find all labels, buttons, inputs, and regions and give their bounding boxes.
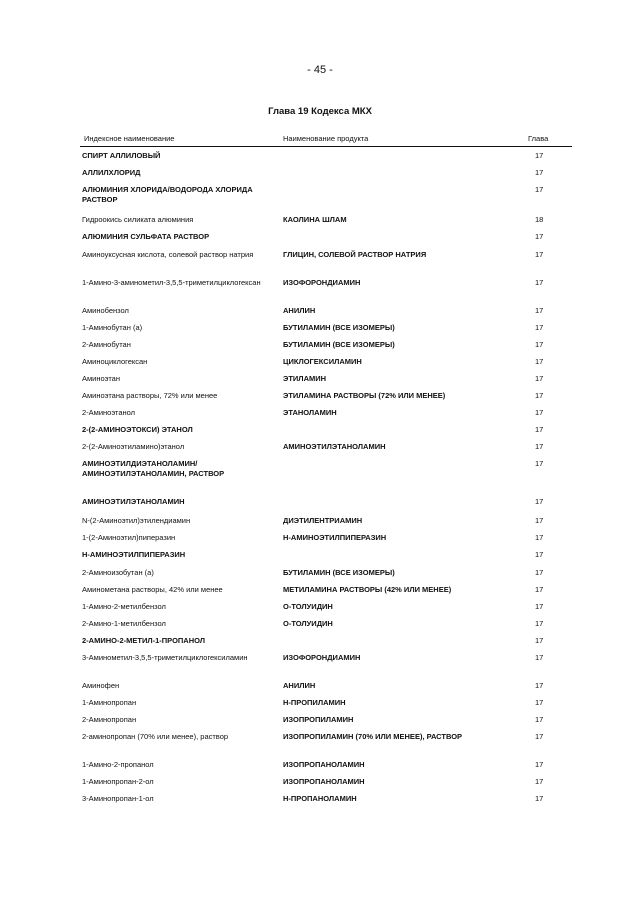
chapter-cell: 17 xyxy=(535,516,544,525)
chapter-cell: 17 xyxy=(535,602,544,611)
index-name-cell: 1-Амино-3-аминометил-3,5,5-триметилциклогексан xyxy=(82,278,261,287)
product-name-cell: БУТИЛАМИН (ВСЕ ИЗОМЕРЫ) xyxy=(283,340,395,349)
index-name-cell: АЛЮМИНИЯ СУЛЬФАТА РАСТВОР xyxy=(82,232,210,241)
index-name-cell: АЛЮМИНИЯ ХЛОРИДА/ВОДОРОДА ХЛОРИДА РАСТВОР xyxy=(82,185,253,204)
index-name-cell: 3-Аминометил-3,5,5-триметилциклогексиламин xyxy=(82,653,248,662)
index-name-cell: Аминобензол xyxy=(82,306,129,315)
product-name-cell: МЕТИЛАМИНА РАСТВОРЫ (42% ИЛИ МЕНЕЕ) xyxy=(283,585,452,594)
index-name-cell: 1-Аминопропан xyxy=(82,698,137,707)
index-name-cell: 2-(2-Аминоэтиламино)этанол xyxy=(82,442,185,451)
index-name-cell: Аминофен xyxy=(82,681,120,690)
chapter-cell: 17 xyxy=(535,497,544,506)
column-header-index-name: Индексное наименование xyxy=(84,134,175,143)
product-name-cell: ЭТАНОЛАМИН xyxy=(283,408,337,417)
index-name-cell: АМИНОЭТИЛЭТАНОЛАМИН xyxy=(82,497,185,506)
chapter-cell: 17 xyxy=(535,232,544,241)
product-name-cell: ДИЭТИЛЕНТРИАМИН xyxy=(283,516,363,525)
chapter-cell: 17 xyxy=(535,185,544,194)
product-name-cell: Н-ПРОПАНОЛАМИН xyxy=(283,794,357,803)
index-name-cell: 2-Аминобутан xyxy=(82,340,131,349)
column-header-product-name: Наименование продукта xyxy=(283,134,369,143)
index-name-cell: АМИНОЭТИЛДИЭТАНОЛАМИН/ АМИНОЭТИЛЭТАНОЛАМИН, РАСТВОР xyxy=(82,459,225,478)
product-name-cell: ИЗОПРОПИЛАМИН xyxy=(283,715,354,724)
chapter-cell: 17 xyxy=(535,653,544,662)
chapter-cell: 18 xyxy=(535,215,544,224)
chapter-cell: 17 xyxy=(535,151,544,160)
chapter-cell: 17 xyxy=(535,278,544,287)
index-name-cell: 1-Амино-2-метилбензол xyxy=(82,602,166,611)
chapter-cell: 17 xyxy=(535,794,544,803)
product-name-cell: О-ТОЛУИДИН xyxy=(283,602,333,611)
product-name-cell: КАОЛИНА ШЛАМ xyxy=(283,215,347,224)
index-name-cell: 1-Аминопропан-2-ол xyxy=(82,777,154,786)
product-name-cell: ИЗОПРОПИЛАМИН (70% ИЛИ МЕНЕЕ), РАСТВОР xyxy=(283,732,463,741)
page-number: - 45 - xyxy=(307,64,333,76)
product-name-cell: ИЗОФОРОНДИАМИН xyxy=(283,278,361,287)
chapter-cell: 17 xyxy=(535,323,544,332)
chapter-cell: 17 xyxy=(535,568,544,577)
index-name-cell: 2-Амино-1-метилбензол xyxy=(82,619,166,628)
product-name-cell: Н-ПРОПИЛАМИН xyxy=(283,698,346,707)
index-name-cell: АЛЛИЛХЛОРИД xyxy=(82,168,141,177)
chapter-cell: 17 xyxy=(535,306,544,315)
index-name-cell: 2-Аминоизобутан (а) xyxy=(82,568,154,577)
index-name-cell: Аминоуксусная кислота, солевой раствор натрия xyxy=(82,250,254,259)
index-name-cell: 3-Аминопропан-1-ол xyxy=(82,794,154,803)
product-name-cell: БУТИЛАМИН (ВСЕ ИЗОМЕРЫ) xyxy=(283,568,395,577)
index-name-cell: 2-Аминоэтанол xyxy=(82,408,136,417)
chapter-cell: 17 xyxy=(535,636,544,645)
index-name-cell: Аминоэтан xyxy=(82,374,120,383)
index-name-cell: 2-Аминопропан xyxy=(82,715,137,724)
chapter-cell: 17 xyxy=(535,619,544,628)
product-name-cell: ЭТИЛАМИНА РАСТВОРЫ (72% ИЛИ МЕНЕЕ) xyxy=(283,391,446,400)
index-name-cell: Аминометана растворы, 42% или менее xyxy=(82,585,223,594)
chapter-cell: 17 xyxy=(535,760,544,769)
product-name-cell: Н-АМИНОЭТИЛПИПЕРАЗИН xyxy=(283,533,387,542)
product-name-cell: АМИНОЭТИЛЭТАНОЛАМИН xyxy=(283,442,386,451)
chapter-cell: 17 xyxy=(535,681,544,690)
index-name-cell: 2-(2-АМИНОЭТОКСИ) ЭТАНОЛ xyxy=(82,425,193,434)
product-name-cell: ИЗОПРОПАНОЛАМИН xyxy=(283,777,365,786)
chapter-cell: 17 xyxy=(535,459,544,468)
index-name-cell: 1-Аминобутан (а) xyxy=(82,323,143,332)
chapter-cell: 17 xyxy=(535,732,544,741)
product-name-cell: ЭТИЛАМИН xyxy=(283,374,327,383)
index-name-cell: 1-(2-Аминоэтил)пиперазин xyxy=(82,533,176,542)
column-header-chapter: Глава xyxy=(528,134,549,143)
chapter-cell: 17 xyxy=(535,250,544,259)
chapter-cell: 17 xyxy=(535,442,544,451)
chapter-cell: 17 xyxy=(535,408,544,417)
chapter-cell: 17 xyxy=(535,550,544,559)
chapter-cell: 17 xyxy=(535,698,544,707)
index-name-cell: Н-АМИНОЭТИЛПИПЕРАЗИН xyxy=(82,550,186,559)
chapter-cell: 17 xyxy=(535,374,544,383)
chapter-cell: 17 xyxy=(535,425,544,434)
product-name-cell: ЦИКЛОГЕКСИЛАМИН xyxy=(283,357,362,366)
chemical-index-table xyxy=(80,132,572,803)
index-name-cell: 2-аминопропан (70% или менее), раствор xyxy=(82,732,229,741)
index-name-cell: 1-Амино-2-пропанол xyxy=(82,760,154,769)
product-name-cell: О-ТОЛУИДИН xyxy=(283,619,333,628)
chapter-cell: 17 xyxy=(535,357,544,366)
chapter-cell: 17 xyxy=(535,777,544,786)
index-name-cell: N-(2-Аминоэтил)этилендиамин xyxy=(82,516,191,525)
chapter-cell: 17 xyxy=(535,391,544,400)
index-name-cell: СПИРТ АЛЛИЛОВЫЙ xyxy=(82,151,161,160)
index-name-cell: Гидроокись силиката алюминия xyxy=(82,215,194,224)
table-header xyxy=(80,132,572,147)
product-name-cell: АНИЛИН xyxy=(283,306,316,315)
chapter-cell: 17 xyxy=(535,715,544,724)
chapter-cell: 17 xyxy=(535,585,544,594)
index-name-cell: Аминоэтана растворы, 72% или менее xyxy=(82,391,218,400)
product-name-cell: БУТИЛАМИН (ВСЕ ИЗОМЕРЫ) xyxy=(283,323,395,332)
product-name-cell: АНИЛИН xyxy=(283,681,316,690)
chapter-cell: 17 xyxy=(535,340,544,349)
product-name-cell: ГЛИЦИН, СОЛЕВОЙ РАСТВОР НАТРИЯ xyxy=(283,250,427,259)
product-name-cell: ИЗОПРОПАНОЛАМИН xyxy=(283,760,365,769)
index-name-cell: Аминоциклогексан xyxy=(82,357,148,366)
index-name-cell: 2-АМИНО-2-МЕТИЛ-1-ПРОПАНОЛ xyxy=(82,636,206,645)
product-name-cell: ИЗОФОРОНДИАМИН xyxy=(283,653,361,662)
chapter-cell: 17 xyxy=(535,533,544,542)
chapter-cell: 17 xyxy=(535,168,544,177)
page-title: Глава 19 Кодекса МКХ xyxy=(268,106,372,117)
